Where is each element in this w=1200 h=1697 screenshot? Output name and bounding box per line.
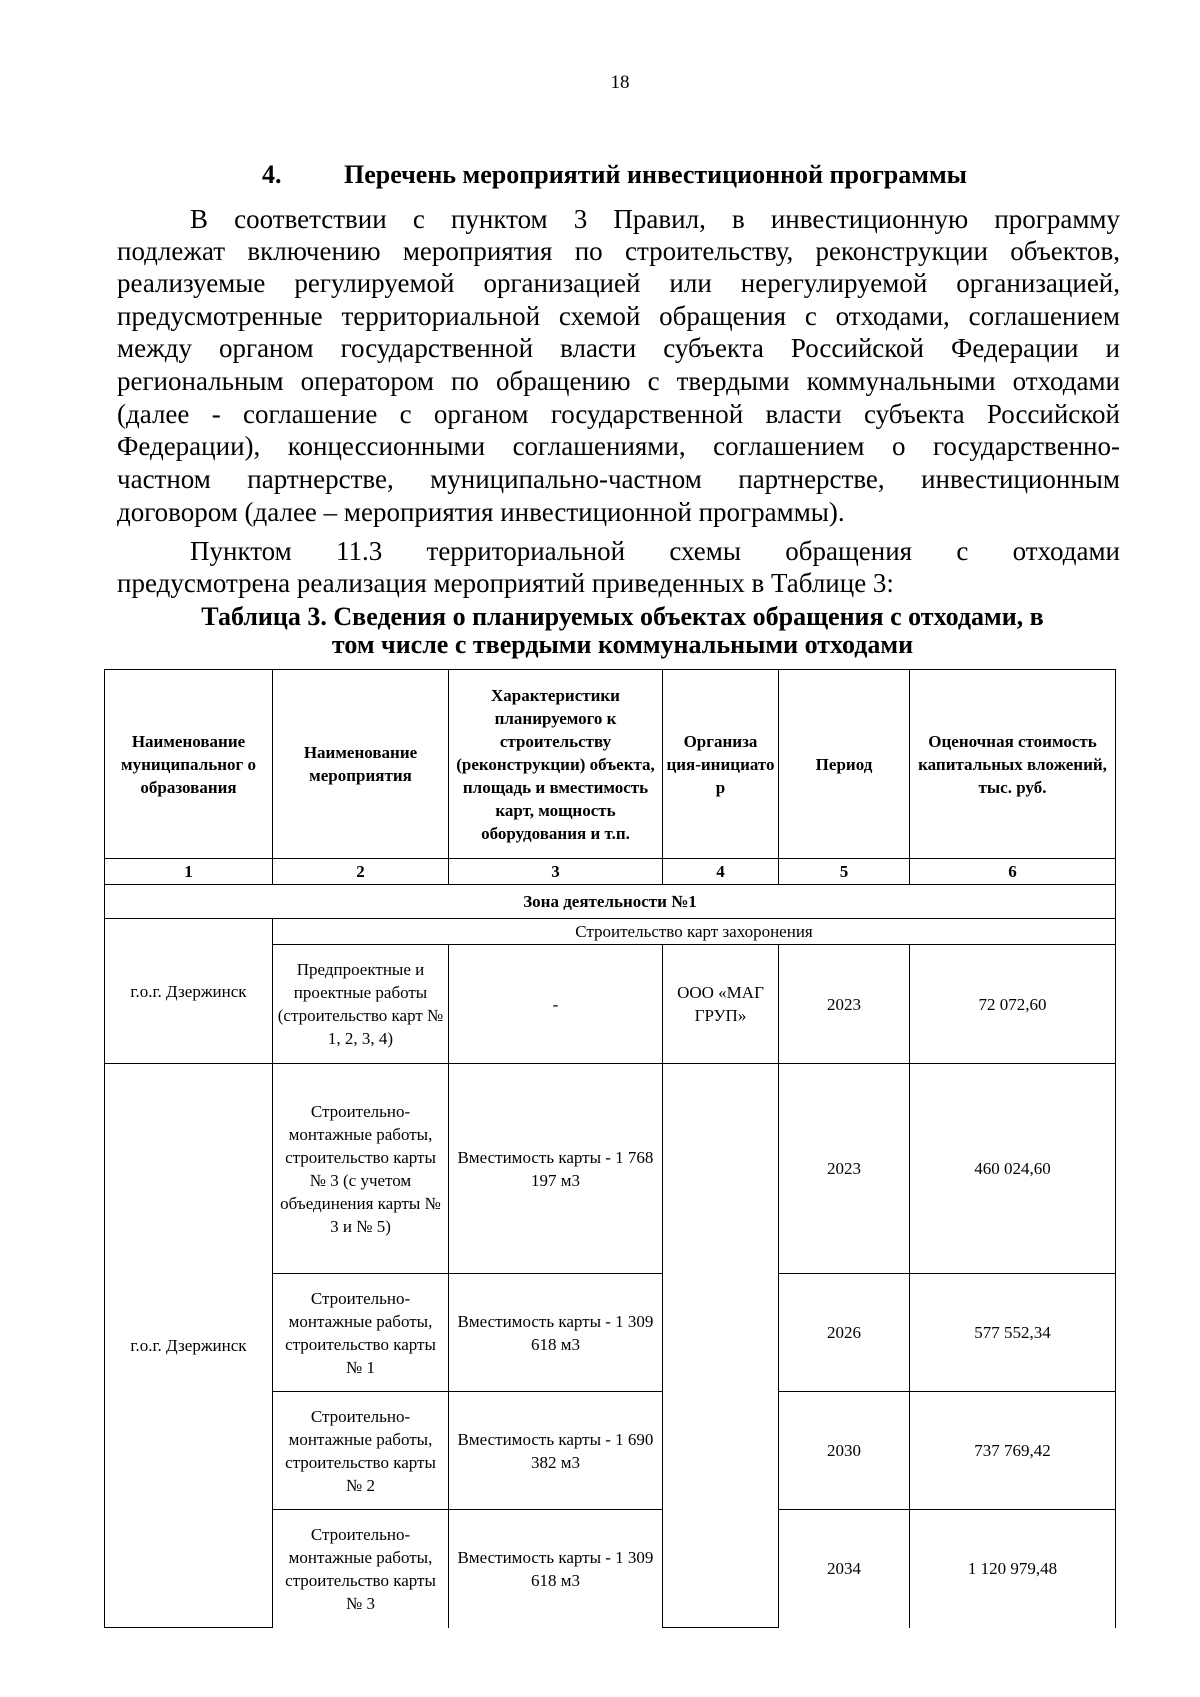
zone-label: Зона деятельности №1 <box>105 885 1116 919</box>
characteristics-cell: - <box>449 945 663 1064</box>
paragraph-line: региональным оператором по обращению с твердыми коммунальными отходами <box>117 366 1120 396</box>
period-cell: 2030 <box>779 1392 910 1510</box>
column-number: 1 <box>105 859 273 885</box>
organization-cell: ООО «МАГ ГРУП» <box>663 945 779 1064</box>
paragraph-line: реализуемые регулируемой организацией или нерегулируемой организацией, <box>117 268 1120 298</box>
paragraph-line: частном партнерстве, муниципально-частном партнерстве, инвестиционным <box>117 464 1120 494</box>
event-cell: Предпроектные и проектные работы (строительство карт № 1, 2, 3, 4) <box>273 945 449 1064</box>
column-number-row <box>105 859 1116 885</box>
section-heading <box>262 160 967 190</box>
cost-cell: 737 769,42 <box>910 1392 1116 1510</box>
paragraph-line: Федерации), концессионными соглашениями, соглашением о государственно- <box>117 431 1120 461</box>
column-number: 6 <box>910 859 1116 885</box>
characteristics-cell: Вместимость карты - 1 309 618 м3 <box>449 1274 663 1392</box>
period-cell: 2034 <box>779 1510 910 1628</box>
characteristics-cell: Вместимость карты - 1 309 618 м3 <box>449 1510 663 1628</box>
section-title: Перечень мероприятий инвестиционной программы <box>344 160 967 189</box>
organization-cell <box>663 1064 779 1628</box>
paragraph-line: Пунктом 11.3 территориальной схемы обращения с отходами <box>190 536 1120 566</box>
period-cell: 2026 <box>779 1274 910 1392</box>
paragraph-line: между органом государственной власти субъекта Российской Федерации и <box>117 333 1120 363</box>
table-row <box>105 1064 1116 1274</box>
characteristics-cell: Вместимость карты - 1 690 382 м3 <box>449 1392 663 1510</box>
column-number: 4 <box>663 859 779 885</box>
event-cell: Строительно-монтажные работы, строительство карты № 3 (с учетом объединения карты № 3 и № 5) <box>273 1064 449 1274</box>
paragraph-line: договором (далее – мероприятия инвестиционной программы). <box>117 497 845 527</box>
paragraph-line: подлежат включению мероприятия по строительству, реконструкции объектов, <box>117 236 1120 266</box>
column-number: 5 <box>779 859 910 885</box>
cost-cell: 577 552,34 <box>910 1274 1116 1392</box>
paragraph-line: предусмотренные территориальной схемой обращения с отходами, соглашением <box>117 301 1120 331</box>
cost-cell: 72 072,60 <box>910 945 1116 1064</box>
header-cell: Наименование муниципальног о образования <box>105 670 273 859</box>
subsection-row <box>105 919 1116 945</box>
header-cell: Характеристики планируемого к строительству (реконструкции) объекта, площадь и вместимость карт, мощность оборудования и т.п. <box>449 670 663 859</box>
header-cell: Период <box>779 670 910 859</box>
event-cell: Строительно-монтажные работы, строительство карты № 1 <box>273 1274 449 1392</box>
section-number: 4. <box>262 160 282 189</box>
event-cell: Строительно-монтажные работы, строительство карты № 3 <box>273 1510 449 1628</box>
zone-row <box>105 885 1116 919</box>
subsection-label: Строительство карт захоронения <box>273 919 1116 945</box>
table-header-row <box>105 670 1116 859</box>
header-cell: Организа ция-инициато р <box>663 670 779 859</box>
table-caption-line: Таблица 3. Сведения о планируемых объектах обращения с отходами, в <box>201 602 1044 631</box>
column-number: 3 <box>449 859 663 885</box>
event-cell: Строительно-монтажные работы, строительство карты № 2 <box>273 1392 449 1510</box>
header-cell: Оценочная стоимость капитальных вложений, тыс. руб. <box>910 670 1116 859</box>
cost-cell: 460 024,60 <box>910 1064 1116 1274</box>
paragraph-line: предусмотрена реализация мероприятий приведенных в Таблице 3: <box>117 568 894 598</box>
municipality-cell: г.о.г. Дзержинск <box>105 919 273 1064</box>
table-caption-line: том числе с твердыми коммунальными отходами <box>331 630 914 659</box>
municipality-cell: г.о.г. Дзержинск <box>105 1064 273 1628</box>
period-cell: 2023 <box>779 945 910 1064</box>
table-caption <box>100 603 1145 659</box>
header-cell: Наименование мероприятия <box>273 670 449 859</box>
paragraph-line: (далее - соглашение с органом государственной власти субъекта Российской <box>117 399 1120 429</box>
cost-cell: 1 120 979,48 <box>910 1510 1116 1628</box>
period-cell: 2023 <box>779 1064 910 1274</box>
objects-table <box>104 669 1116 1628</box>
page-number: 18 <box>610 72 630 93</box>
column-number: 2 <box>273 859 449 885</box>
characteristics-cell: Вместимость карты - 1 768 197 м3 <box>449 1064 663 1274</box>
paragraph-line: В соответствии с пунктом 3 Правил, в инвестиционную программу <box>190 204 1120 234</box>
